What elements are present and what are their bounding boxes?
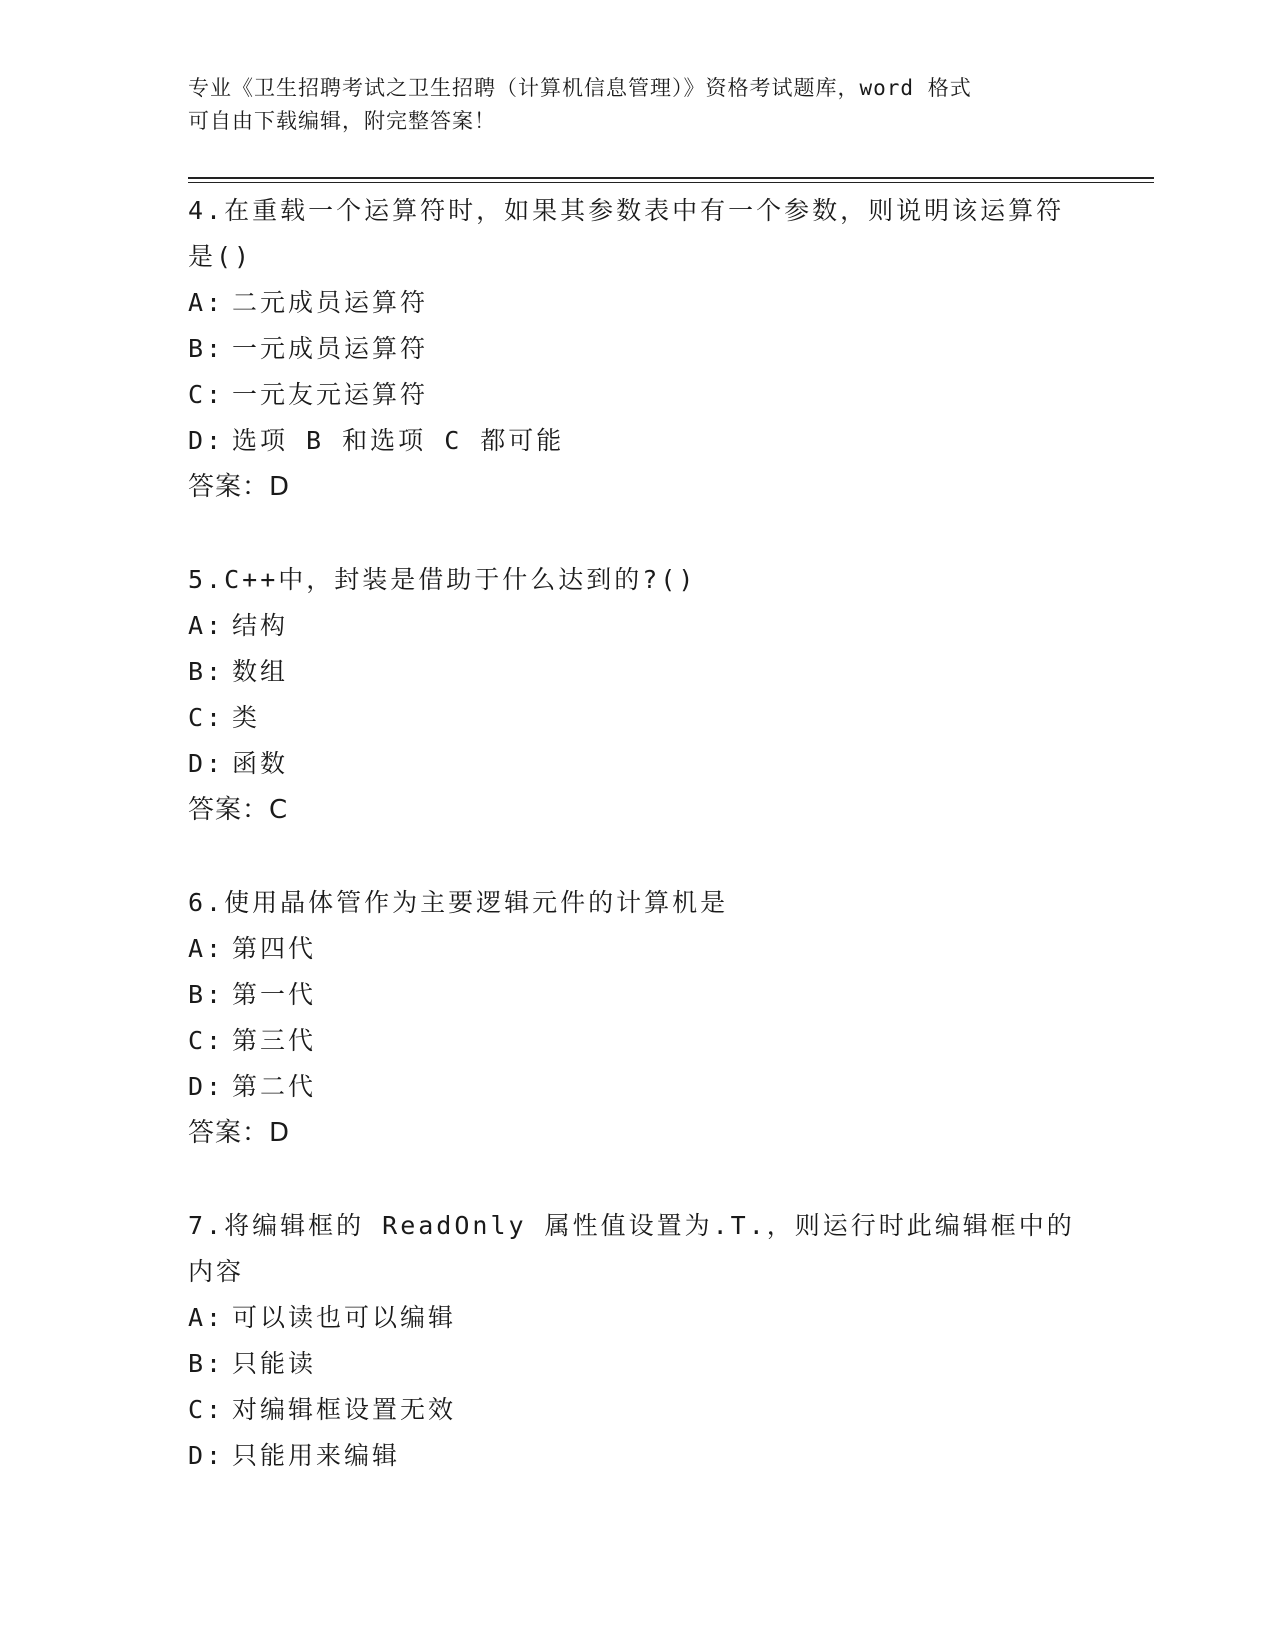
option-c	[188, 695, 1088, 741]
option-text: 一元成员运算符	[232, 334, 429, 363]
question-7	[188, 1203, 1088, 1479]
header-divider-thick	[188, 177, 1154, 179]
option-key: A:	[188, 1303, 225, 1332]
option-a	[188, 1295, 1088, 1341]
option-c	[188, 1387, 1088, 1433]
question-text: 7.将编辑框的 ReadOnly 属性值设置为.T.，则运行时此编辑框中的内容	[188, 1211, 1075, 1286]
option-text: 二元成员运算符	[232, 288, 429, 317]
option-text: 第二代	[232, 1072, 317, 1101]
option-key: D:	[188, 426, 225, 455]
question-text: 4.在重载一个运算符时，如果其参数表中有一个参数，则说明该运算符是()	[188, 196, 1065, 271]
answer-line: 答案：D	[188, 1118, 291, 1148]
option-text: 对编辑框设置无效	[232, 1395, 457, 1424]
spacer	[188, 1156, 1088, 1203]
option-key: B:	[188, 1349, 225, 1378]
option-b	[188, 1341, 1088, 1387]
option-text: 第四代	[232, 934, 317, 963]
option-a	[188, 926, 1088, 972]
option-c	[188, 1018, 1088, 1064]
spacer	[188, 833, 1088, 880]
option-key: C:	[188, 380, 225, 409]
option-text: 数组	[232, 657, 289, 686]
answer-line: 答案：C	[188, 795, 289, 825]
option-key: A:	[188, 611, 225, 640]
spacer	[188, 510, 1088, 557]
option-key: D:	[188, 1441, 225, 1470]
option-key: A:	[188, 288, 225, 317]
question-5	[188, 557, 1088, 833]
option-key: D:	[188, 749, 225, 778]
question-text: 5.C++中，封装是借助于什么达到的?()	[188, 565, 697, 594]
option-key: D:	[188, 1072, 225, 1101]
option-key: B:	[188, 657, 225, 686]
option-c	[188, 372, 1088, 418]
document-header	[188, 72, 1088, 138]
option-text: 函数	[232, 749, 289, 778]
option-text: 只能用来编辑	[232, 1441, 401, 1470]
option-a	[188, 603, 1088, 649]
option-text: 第三代	[232, 1026, 317, 1055]
option-b	[188, 326, 1088, 372]
header-line-1: 专业《卫生招聘考试之卫生招聘（计算机信息管理）》资格考试题库，word 格式	[188, 76, 972, 100]
option-b	[188, 649, 1088, 695]
option-key: B:	[188, 334, 225, 363]
option-d	[188, 1064, 1088, 1110]
option-d	[188, 741, 1088, 787]
answer-line: 答案：D	[188, 472, 291, 502]
option-b	[188, 972, 1088, 1018]
option-key: C:	[188, 1395, 225, 1424]
option-text: 结构	[232, 611, 289, 640]
question-text: 6.使用晶体管作为主要逻辑元件的计算机是	[188, 888, 729, 917]
option-text: 一元友元运算符	[232, 380, 429, 409]
option-text: 类	[232, 703, 261, 732]
option-key: C:	[188, 1026, 225, 1055]
option-key: C:	[188, 703, 225, 732]
option-text: 只能读	[232, 1349, 317, 1378]
option-text: 可以读也可以编辑	[232, 1303, 457, 1332]
option-a	[188, 280, 1088, 326]
question-4	[188, 188, 1088, 510]
question-6	[188, 880, 1088, 1156]
option-key: B:	[188, 980, 225, 1009]
option-d	[188, 418, 1088, 464]
header-line-2: 可自由下载编辑，附完整答案！	[188, 109, 496, 133]
option-text: 选项 B 和选项 C 都可能	[232, 426, 565, 455]
option-key: A:	[188, 934, 225, 963]
question-list	[188, 188, 1088, 1479]
option-d	[188, 1433, 1088, 1479]
option-text: 第一代	[232, 980, 317, 1009]
header-divider-thin	[188, 182, 1154, 183]
